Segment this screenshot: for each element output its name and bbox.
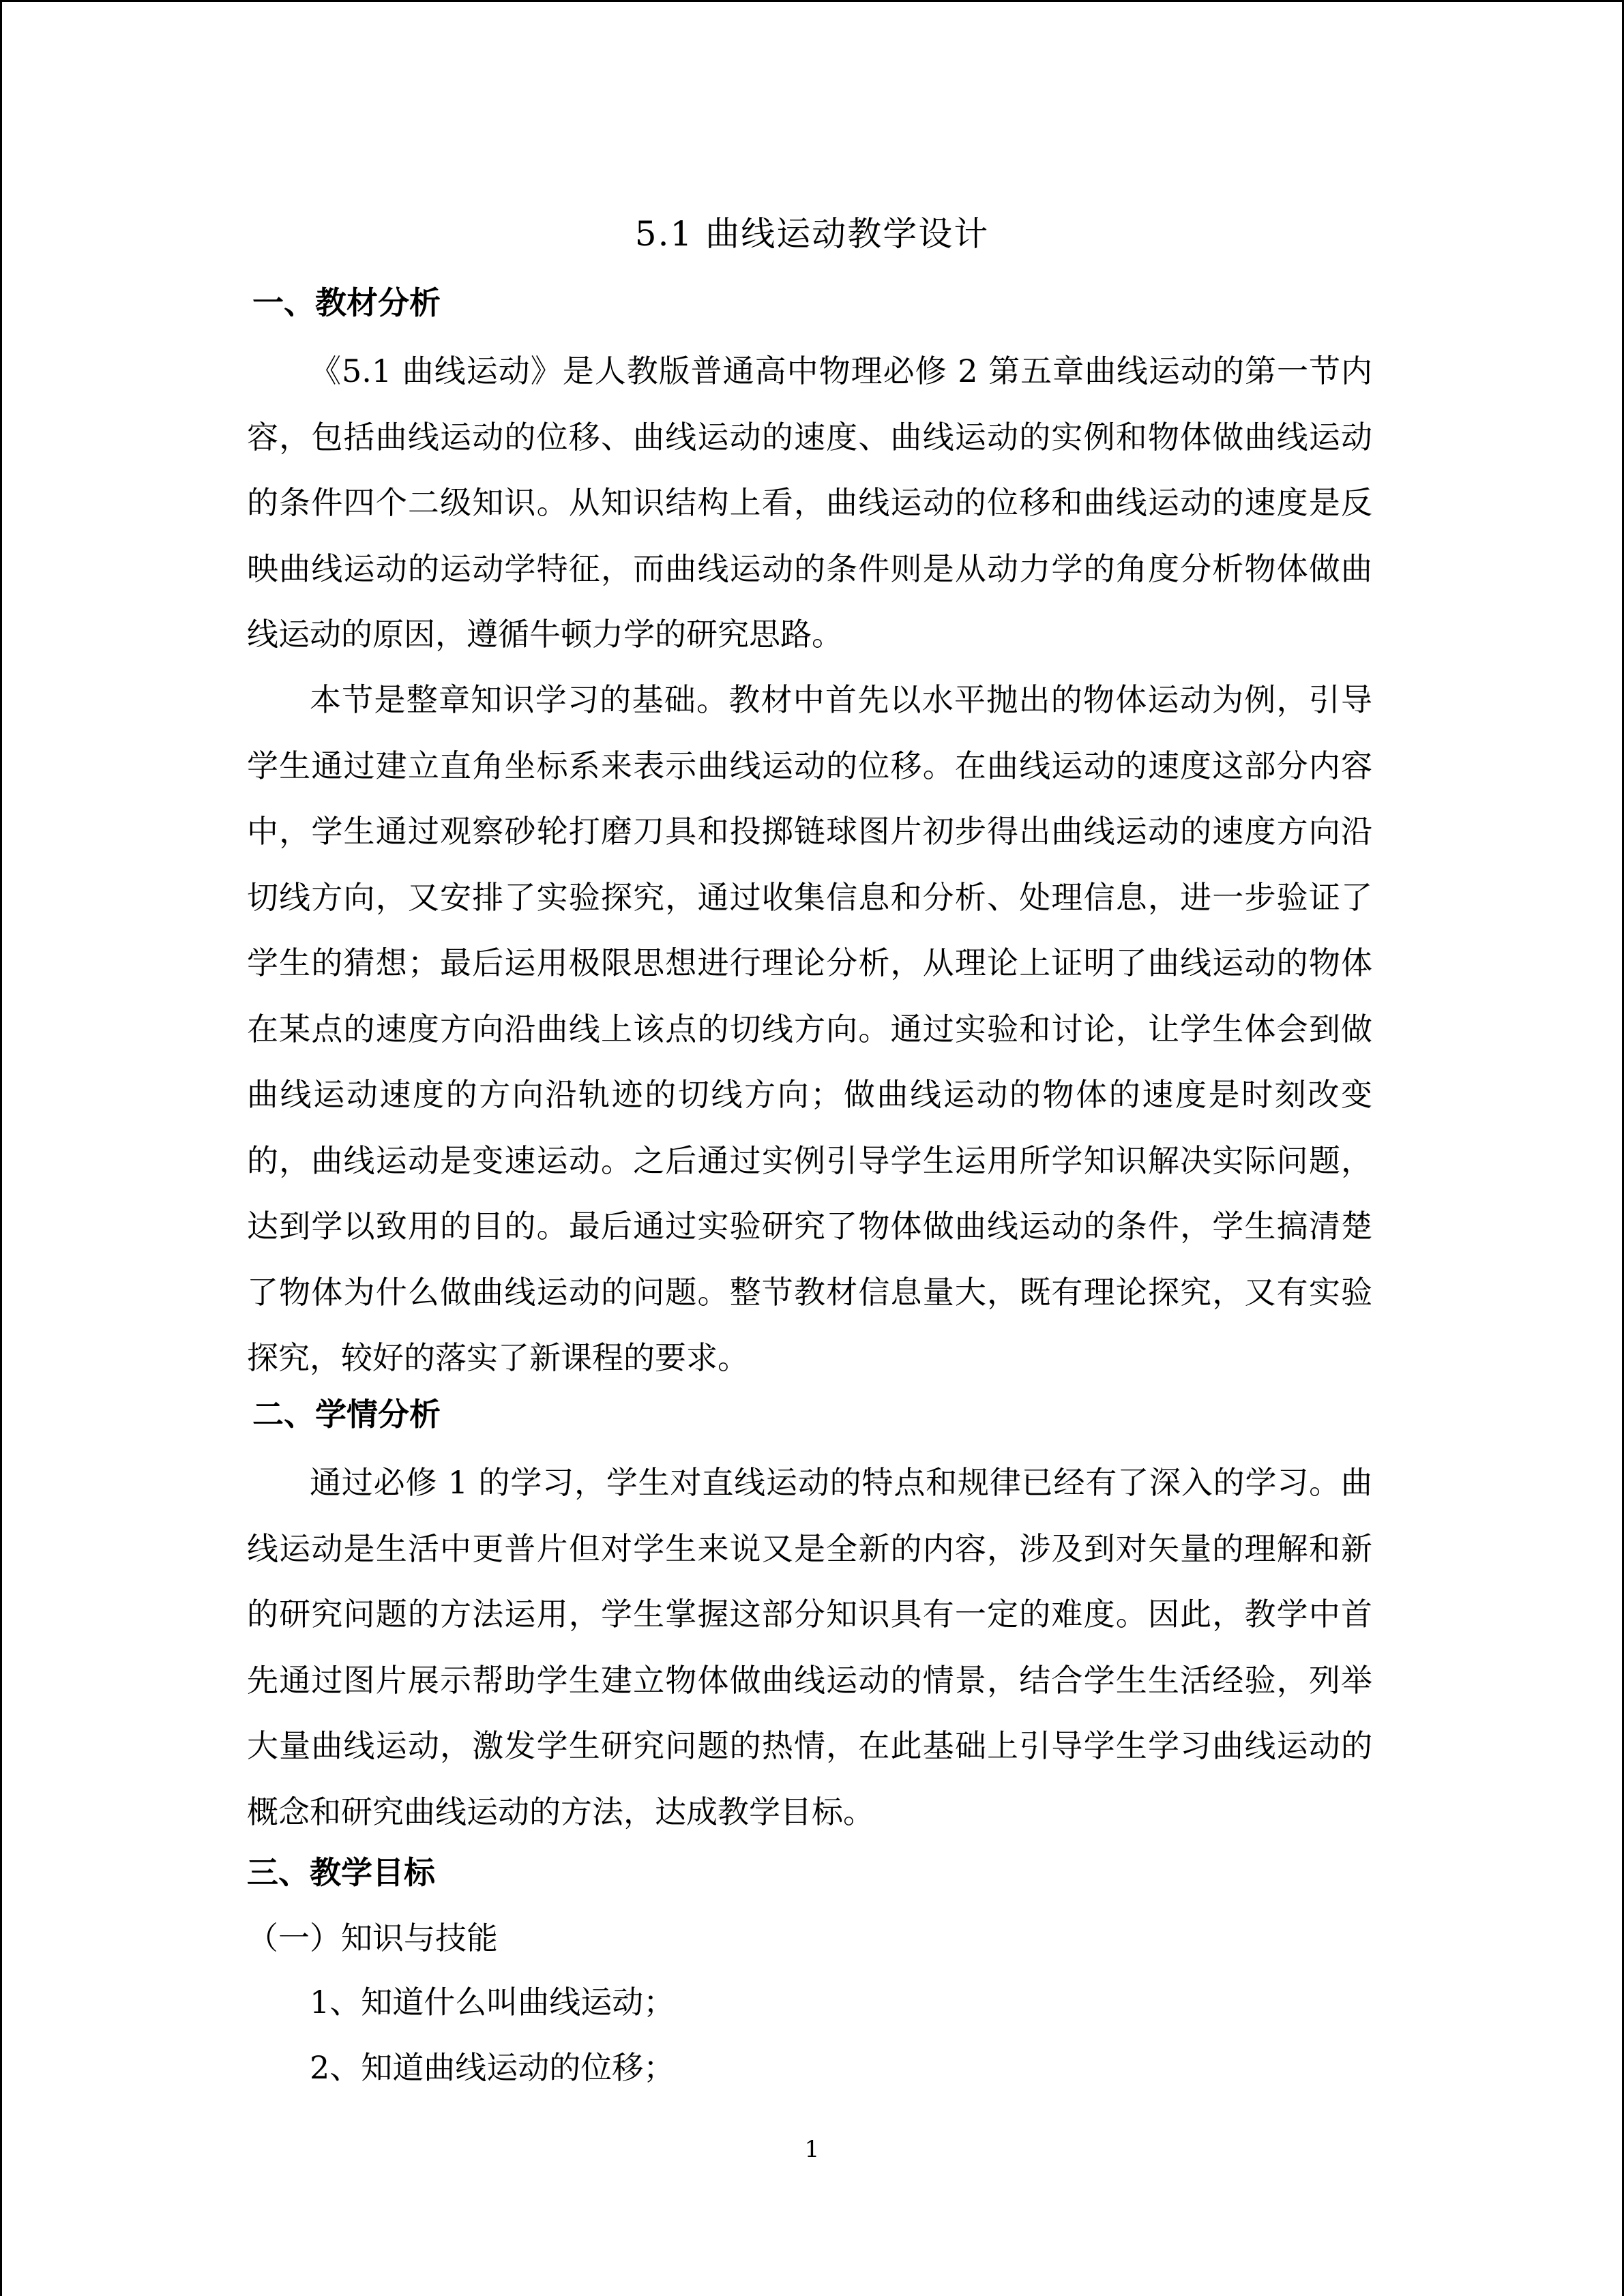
section-heading-student-analysis: 二、学情分析 bbox=[252, 1396, 441, 1433]
paragraph-student-analysis: 通过必修 1 的学习，学生对直线运动的特点和规律已经有了深入的学习。曲线运动是生活中更普片但对学生来说又是全新的内容，涉及到对矢量的理解和新的研究问题的方法运用，学生掌握这部分知识具有一定的难度。因此，教学中首先通过图片展示帮助学生建立物体做曲线运动的情景，结合学生生活经验，列举大量曲线运动，激发学生研究问题的热情，在此基础上引导学生学习曲线运动的概念和研究曲线运动的方法，达成教学目标。 bbox=[247, 1464, 1372, 1830]
page-number: 1 bbox=[804, 2136, 820, 2163]
subheading-knowledge-skills: （一）知识与技能 bbox=[247, 1920, 498, 1956]
page-border bbox=[0, 0, 1624, 2]
document-title: 5.1 曲线运动教学设计 bbox=[634, 214, 990, 254]
goal-item: 2、知道曲线运动的位移； bbox=[310, 2049, 675, 2086]
page-border bbox=[0, 0, 2, 2296]
paragraph-textbook-intro: 《5.1 曲线运动》是人教版普通高中物理必修 2 第五章曲线运动的第一节内容，包括曲线运动的位移、曲线运动的速度、曲线运动的实例和物体做曲线运动的条件四个二级知识。从知识结构上看，曲线运动的位移和曲线运动的速度是反映曲线运动的运动学特征，而曲线运动的条件则是从动力学的角度分析物体做曲线运动的原因，遵循牛顿力学的研究思路。 bbox=[247, 353, 1372, 653]
paragraph-textbook-detail: 本节是整章知识学习的基础。教材中首先以水平抛出的物体运动为例，引导学生通过建立直角坐标系来表示曲线运动的位移。在曲线运动的速度这部分内容中，学生通过观察砂轮打磨刀具和投掷链球图片初步得出曲线运动的速度方向沿切线方向，又安排了实验探究，通过收集信息和分析、处理信息，进一步验证了学生的猜想；最后运用极限思想进行理论分析，从理论上证明了曲线运动的物体在某点的速度方向沿曲线上该点的切线方向。通过实验和讨论，让学生体会到做曲线运动速度的方向沿轨迹的切线方向；做曲线运动的物体的速度是时刻改变的，曲线运动是变速运动。之后通过实例引导学生运用所学知识解决实际问题，达到学以致用的目的。最后通过实验研究了物体做曲线运动的条件，学生搞清楚了物体为什么做曲线运动的问题。整节教材信息量大，既有理论探究，又有实验探究，较好的落实了新课程的要求。 bbox=[247, 681, 1372, 1376]
section-heading-textbook-analysis: 一、教材分析 bbox=[252, 284, 441, 321]
section-heading-teaching-goals: 三、教学目标 bbox=[247, 1854, 435, 1891]
goal-item: 1、知道什么叫曲线运动； bbox=[310, 1984, 675, 2021]
